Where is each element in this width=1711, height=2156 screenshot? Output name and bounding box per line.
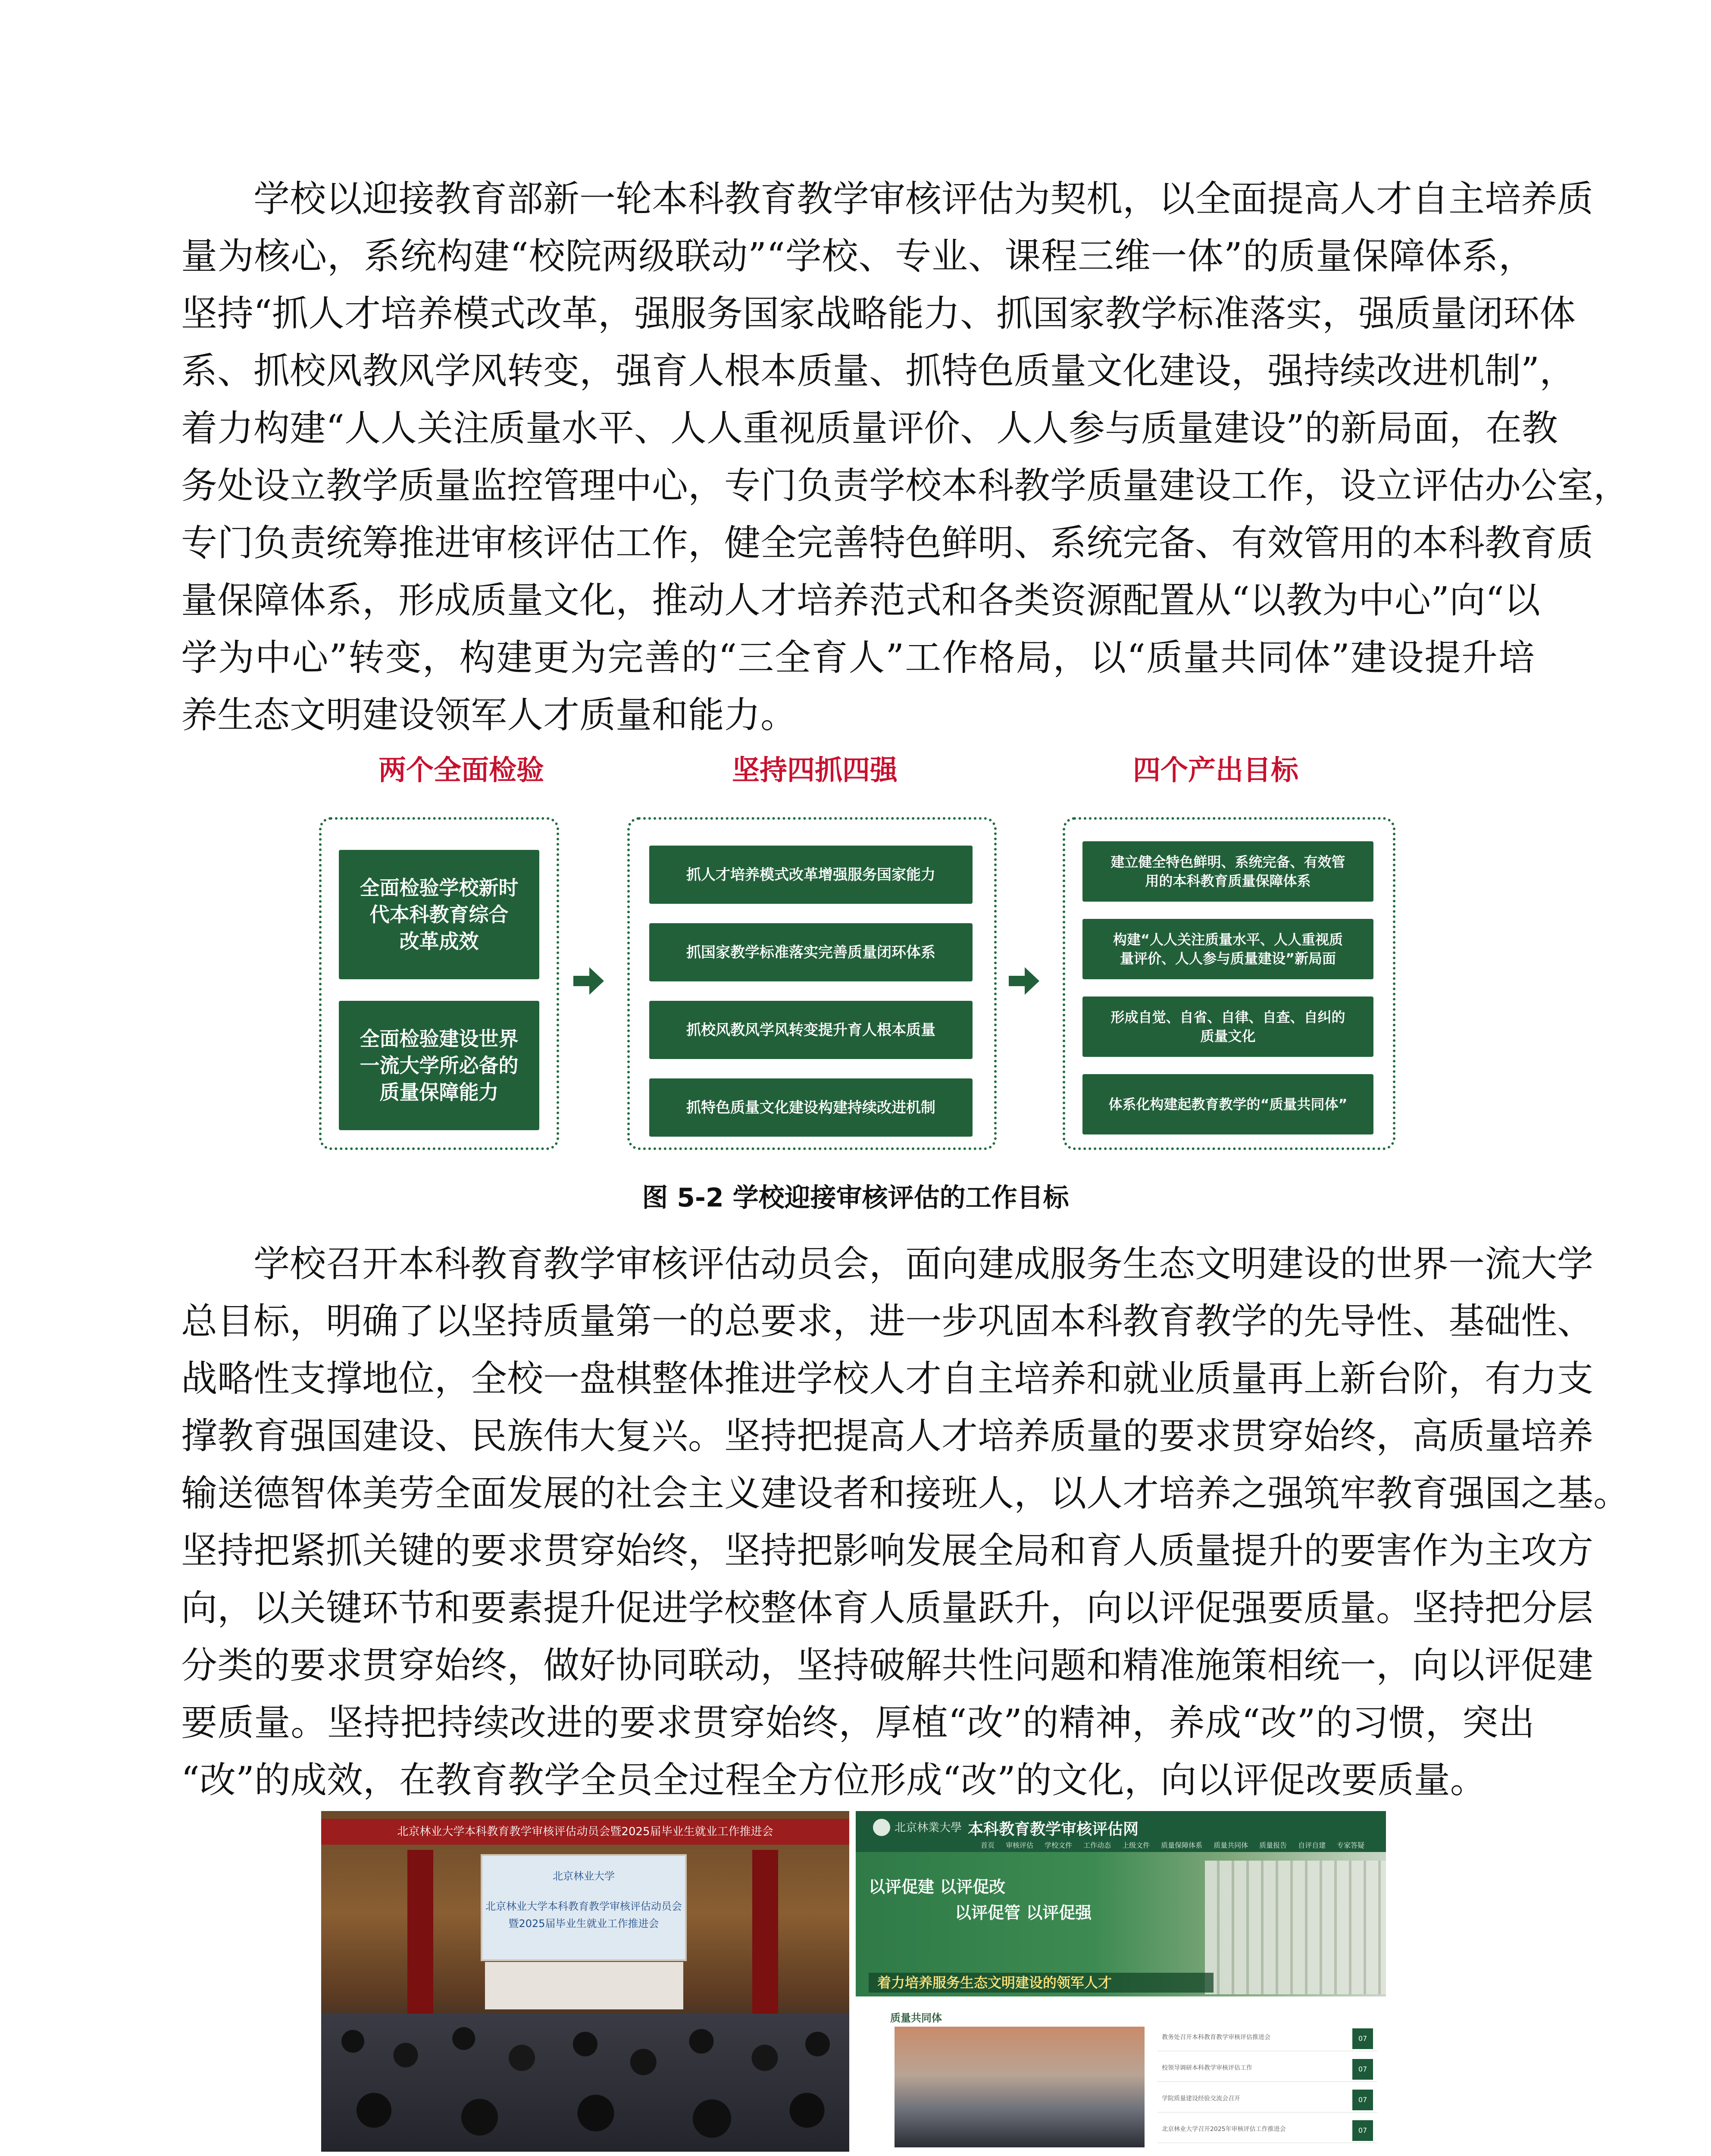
website-nav	[856, 1839, 1386, 1852]
site-title: 本科教育教学审核评估网	[968, 1821, 1139, 1838]
text-line: 系、抓校风教风学风转变，强育人根本质量、抓特色质量文化建设，强持续改进机制”，	[181, 350, 1576, 392]
news-title: 学院质量建设经验交流会召开	[1162, 2095, 1240, 2102]
hero-line: 以评促建 以评促改	[869, 1877, 1006, 1896]
box-line: 一流大学所必备的	[360, 1054, 519, 1077]
news-photo	[895, 2027, 1145, 2147]
news-date: 07	[1352, 2090, 1373, 2110]
box-line: 用的本科教育质量保障体系	[1145, 873, 1311, 889]
box-line: 全面检验建设世界	[360, 1027, 519, 1050]
text-line: 专门负责统筹推进审核评估工作，健全完善特色鲜明、系统完备、有效管用的本科教育质	[181, 522, 1594, 564]
hero-banner	[856, 1852, 1386, 1996]
paragraph-2	[181, 1235, 1630, 1809]
text-line: 总目标，明确了以坚持质量第一的总要求，进一步巩固本科教育教学的先导性、基础性、	[181, 1300, 1594, 1342]
news-item[interactable]	[1157, 2088, 1377, 2112]
box-line: 形成自觉、自省、自律、自查、自纠的	[1110, 1009, 1345, 1025]
text-line: 输送德智体美劳全面发展的社会主义建设者和接班人，以人才培养之强筑牢教育强国之基。	[181, 1472, 1630, 1514]
task-box: 抓特色质量文化建设构建持续改进机制	[649, 1078, 973, 1137]
task-box: 抓国家教学标准落实完善质量闭环体系	[649, 923, 973, 981]
text-line: 战略性支撑地位，全校一盘棋整体推进学校人才自主培养和就业质量再上新台阶，有力支	[181, 1357, 1594, 1400]
goal-box	[339, 1001, 539, 1130]
text-line: 学为中心”转变，构建更为完善的“三全育人”工作格局，以“质量共同体”建设提升培	[181, 636, 1535, 679]
news-title: 教务处召开本科教育教学审核评估推进会	[1162, 2034, 1270, 2041]
nav-item[interactable]: 审核评估	[1006, 1841, 1034, 1849]
output-box	[1082, 841, 1373, 902]
screen-text: 北京林业大学本科教育教学审核评估动员会	[485, 1900, 682, 1912]
screen-text: 暨2025届毕业生就业工作推进会	[508, 1918, 659, 1930]
text-line: 学校以迎接教育部新一轮本科教育教学审核评估为契机，以全面提高人才自主培养质	[253, 178, 1594, 220]
text-line: 向，以关键环节和要素提升促进学校整体育人质量跃升，向以评促强要质量。坚持把分层	[181, 1587, 1594, 1629]
news-date: 07	[1352, 2028, 1373, 2049]
meeting-banner: 北京林业大学本科教育教学审核评估动员会暨2025届毕业生就业工作推进会	[321, 1819, 849, 1845]
nav-item[interactable]: 专家答疑	[1337, 1841, 1365, 1849]
text-line: 着力构建“人人关注质量水平、人人重视质量评价、人人参与质量建设”的新局面，在教	[181, 407, 1558, 449]
campus-building-image	[1205, 1861, 1386, 1994]
group-four-output-goals	[1063, 817, 1395, 1150]
hero-line: 以评促管 以评促强	[955, 1903, 1092, 1922]
nav-item[interactable]: 自评自建	[1298, 1841, 1326, 1849]
audience	[321, 2014, 849, 2152]
box-line: 改革成效	[399, 930, 479, 953]
nav-item[interactable]: 质量共同体	[1214, 1841, 1248, 1849]
column-title-1: 两个全面检验	[378, 755, 544, 787]
box-line: 体系化构建起教育教学的“质量共同体”	[1108, 1096, 1348, 1112]
output-box	[1082, 1074, 1373, 1134]
section-title: 质量共同体	[890, 2012, 942, 2024]
arrow-right-icon	[1007, 964, 1041, 998]
arrow-right-icon	[571, 964, 606, 998]
text-line: 量为核心，系统构建“校院两级联动”“学校、专业、课程三维一体”的质量保障体系，	[181, 235, 1535, 277]
text-line: 学校召开本科教育教学审核评估动员会，面向建成服务生态文明建设的世界一流大学	[253, 1243, 1594, 1285]
nav-item[interactable]: 首页	[981, 1841, 995, 1849]
text-line: “改”的成效，在教育教学全员全过程全方位形成“改”的文化，向以评促改要质量。	[181, 1759, 1486, 1801]
box-line: 建立健全特色鲜明、系统完备、有效管	[1110, 854, 1345, 870]
nav-item[interactable]: 质量报告	[1259, 1841, 1287, 1849]
nav-item[interactable]: 学校文件	[1045, 1841, 1073, 1849]
task-box: 抓校风教风学风转变提升育人根本质量	[649, 1001, 973, 1059]
news-date: 07	[1352, 2059, 1373, 2080]
news-title: 校领导调研本科教学审核评估工作	[1162, 2065, 1252, 2071]
text-line: 坚持把紧抓关键的要求贯穿始终，坚持把影响发展全局和育人质量提升的要害作为主攻方	[181, 1529, 1594, 1572]
nav-item[interactable]: 质量保障体系	[1161, 1841, 1203, 1849]
work-goals-diagram	[319, 748, 1392, 1175]
news-list	[1157, 2027, 1377, 2149]
box-line: 量评价、人人参与质量建设”新局面	[1120, 950, 1336, 967]
news-title: 北京林业大学召开2025年审核评估工作推进会	[1162, 2126, 1286, 2133]
box-line: 质量保障能力	[379, 1081, 499, 1104]
text-line: 要质量。坚持把持续改进的要求贯穿始终，厚植“改”的精神，养成“改”的习惯，突出	[181, 1702, 1535, 1744]
text-line: 坚持“抓人才培养模式改革，强服务国家战略能力、抓国家教学标准落实，强质量闭环体	[181, 292, 1576, 335]
figure-caption-5-2: 图 5-2 学校迎接审核评估的工作目标	[642, 1183, 1069, 1213]
group-four-grasps-four-strengths	[627, 817, 997, 1150]
university-name: 北京林業大學	[895, 1821, 962, 1834]
nav-item[interactable]: 工作动态	[1083, 1841, 1111, 1849]
group-two-comprehensive-checks	[319, 817, 559, 1150]
news-item[interactable]	[1157, 2118, 1377, 2143]
website-header	[856, 1811, 1386, 1852]
output-box	[1082, 997, 1373, 1057]
text-line: 撑教育强国建设、民族伟大复兴。坚持把提高人才培养质量的要求贯穿始终，高质量培养	[181, 1415, 1594, 1457]
website-screenshot	[856, 1811, 1386, 2152]
university-logo-icon	[873, 1819, 890, 1836]
news-item[interactable]	[1157, 2027, 1377, 2051]
text-line: 养生态文明建设领军人才质量和能力。	[181, 694, 797, 736]
nav-item[interactable]: 上级文件	[1122, 1841, 1150, 1849]
meeting-photo	[321, 1811, 849, 2152]
text-line: 务处设立教学质量监控管理中心，专门负责学校本科教学质量建设工作，设立评估办公室，	[181, 464, 1630, 507]
rostrum-table	[485, 1962, 683, 2009]
box-line: 代本科教育综合	[369, 903, 509, 926]
box-line: 全面检验学校新时	[360, 876, 519, 899]
screen-text: 北京林业大学	[553, 1870, 615, 1882]
column-title-2: 坚持四抓四强	[732, 755, 898, 787]
paragraph-1	[181, 170, 1630, 744]
column-title-3: 四个产出目标	[1133, 755, 1298, 787]
projection-screen	[481, 1854, 687, 1961]
text-line: 量保障体系，形成质量文化，推动人才培养范式和各类资源配置从“以教为中心”向“以	[181, 579, 1540, 621]
box-line: 构建“人人关注质量水平、人人重视质	[1113, 931, 1343, 948]
news-date: 07	[1352, 2120, 1373, 2141]
task-box: 抓人才培养模式改革增强服务国家能力	[649, 846, 973, 904]
output-box	[1082, 919, 1373, 979]
box-line: 质量文化	[1200, 1028, 1256, 1044]
text-line: 分类的要求贯穿始终，做好协同联动，坚持破解共性问题和精准施策相统一，向以评促建	[181, 1644, 1594, 1686]
goal-box	[339, 850, 539, 979]
news-item[interactable]	[1157, 2057, 1377, 2082]
hero-slogan: 着力培养服务生态文明建设的领军人才	[869, 1973, 1214, 1993]
